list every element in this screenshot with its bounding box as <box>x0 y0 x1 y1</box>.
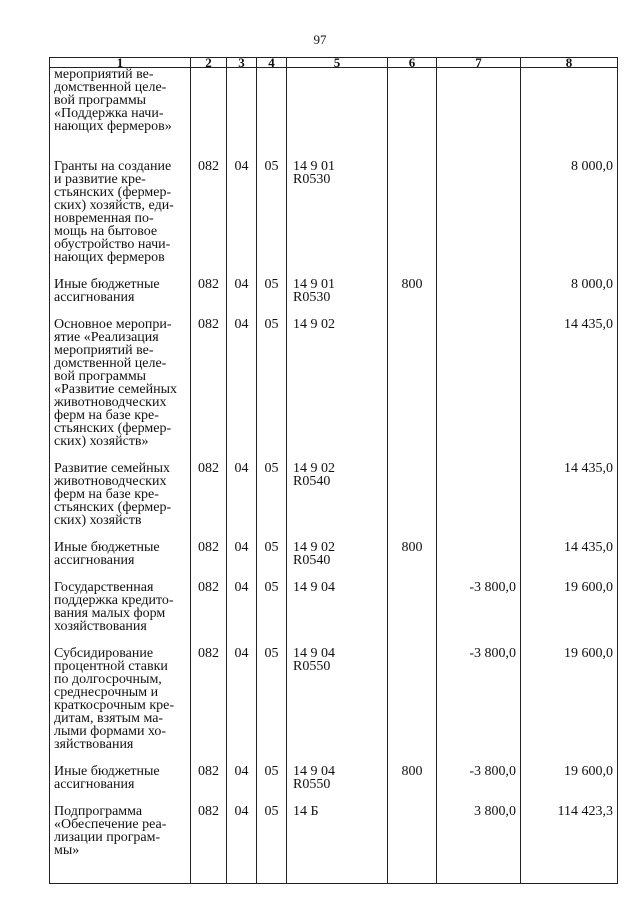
ministry-code: 082 <box>191 146 227 264</box>
expense-type-code: 800 <box>388 527 437 567</box>
target-article-code-line: 14 9 02 <box>293 540 335 555</box>
section-code: 04 <box>227 527 257 567</box>
target-article-code <box>287 146 388 264</box>
table-row <box>50 567 618 633</box>
row-name-line: краткосрочным кре- <box>54 698 175 713</box>
row-name <box>50 264 191 304</box>
row-name-line: «Развитие семейных <box>54 382 178 397</box>
page-number: 97 <box>313 32 327 47</box>
target-article-code-line: R0550 <box>293 777 331 792</box>
expense-type-code <box>388 567 437 633</box>
target-article-code-line: R0530 <box>293 290 331 305</box>
subsection-code: 05 <box>257 791 287 884</box>
row-name-line: стьянских (фермер- <box>54 500 172 515</box>
target-article-code-line: 14 9 04 <box>293 764 335 779</box>
ministry-code: 082 <box>191 264 227 304</box>
row-name-line: и развитие кре- <box>54 172 146 187</box>
ministry-code: 082 <box>191 791 227 884</box>
row-name <box>50 304 191 448</box>
change-amount <box>437 448 521 527</box>
subsection-code: 05 <box>257 751 287 791</box>
expense-type-code: 800 <box>388 751 437 791</box>
table-row <box>50 527 618 567</box>
row-name <box>50 146 191 264</box>
subsection-code: 05 <box>257 527 287 567</box>
expense-type-code: 800 <box>388 264 437 304</box>
total-amount <box>521 68 618 147</box>
ministry-code: 082 <box>191 527 227 567</box>
change-amount <box>437 68 521 147</box>
row-name-line: вой программы <box>54 369 147 384</box>
section-code: 04 <box>227 633 257 751</box>
section-code: 04 <box>227 791 257 884</box>
target-article-code-line: 14 9 02 <box>293 317 335 332</box>
target-article-code <box>287 527 388 567</box>
target-article-code <box>287 791 388 884</box>
section-code: 04 <box>227 264 257 304</box>
ministry-code: 082 <box>191 751 227 791</box>
change-amount: -3 800,0 <box>437 567 521 633</box>
section-code: 04 <box>227 146 257 264</box>
target-article-code <box>287 567 388 633</box>
row-name-line: Государственная <box>54 580 154 595</box>
row-name-line: Развитие семейных <box>54 461 171 476</box>
subsection-code: 05 <box>257 146 287 264</box>
expense-type-code <box>388 448 437 527</box>
row-name <box>50 791 191 884</box>
subsection-code: 05 <box>257 264 287 304</box>
row-name-line: ских) хозяйств» <box>54 434 149 449</box>
target-article-code-line: R0530 <box>293 172 331 187</box>
target-article-code <box>287 751 388 791</box>
row-name-line: животноводческих <box>54 474 167 489</box>
row-name-line: поддержка кредито- <box>54 593 174 608</box>
change-amount <box>437 304 521 448</box>
column-header: 5 <box>287 58 388 68</box>
change-amount: -3 800,0 <box>437 633 521 751</box>
row-name-line: Подпрограмма <box>54 804 143 819</box>
total-amount: 8 000,0 <box>521 264 618 304</box>
row-name-line: мероприятий ве- <box>54 67 154 82</box>
table-body <box>50 68 618 884</box>
target-article-code <box>287 264 388 304</box>
row-name-line: ских) хозяйств, еди- <box>54 198 174 213</box>
row-name-line: домственной целе- <box>54 356 167 371</box>
subsection-code <box>257 68 287 147</box>
expense-type-code <box>388 146 437 264</box>
ministry-code: 082 <box>191 567 227 633</box>
row-name-line: «Обеспечение реа- <box>54 817 167 832</box>
column-header: 1 <box>50 58 191 68</box>
expense-type-code <box>388 68 437 147</box>
column-header: 7 <box>437 58 521 68</box>
target-article-code-line: R0540 <box>293 474 331 489</box>
total-amount: 14 435,0 <box>521 527 618 567</box>
table-row <box>50 264 618 304</box>
row-name-line: лизации програм- <box>54 830 161 845</box>
expense-type-code <box>388 304 437 448</box>
row-name-line: мощь на бытовое <box>54 224 158 239</box>
expense-type-code <box>388 791 437 884</box>
row-name <box>50 527 191 567</box>
section-code: 04 <box>227 751 257 791</box>
target-article-code-line: 14 9 04 <box>293 646 335 661</box>
total-amount: 19 600,0 <box>521 751 618 791</box>
change-amount: 3 800,0 <box>437 791 521 884</box>
total-amount: 19 600,0 <box>521 567 618 633</box>
target-article-code-line: 14 9 04 <box>293 580 335 595</box>
table-row <box>50 68 618 147</box>
header-row <box>50 58 618 68</box>
row-name-line: ских) хозяйств <box>54 513 142 528</box>
row-name-line: Субсидирование <box>54 646 154 661</box>
row-name-line: дитам, взятым ма- <box>54 711 164 726</box>
row-name-line: нающих фермеров <box>54 250 165 265</box>
target-article-code-line: 14 9 01 <box>293 277 335 292</box>
target-article-code <box>287 304 388 448</box>
subsection-code: 05 <box>257 304 287 448</box>
row-name-line: зяйствования <box>54 737 134 752</box>
row-name <box>50 567 191 633</box>
row-name-line: хозяйствования <box>54 619 147 634</box>
column-header: 3 <box>227 58 257 68</box>
total-amount: 19 600,0 <box>521 633 618 751</box>
table-row <box>50 146 618 264</box>
column-header: 6 <box>388 58 437 68</box>
ministry-code <box>191 68 227 147</box>
target-article-code-line: 14 Б <box>293 804 319 819</box>
section-code: 04 <box>227 304 257 448</box>
row-name-line: животноводческих <box>54 395 167 410</box>
row-name-line: ферм на базе кре- <box>54 408 159 423</box>
target-article-code-line: R0540 <box>293 553 331 568</box>
row-name <box>50 68 191 147</box>
row-name-line: лыми формами хо- <box>54 724 167 739</box>
section-code: 04 <box>227 448 257 527</box>
row-name-line: стьянских (фермер- <box>54 185 172 200</box>
subsection-code: 05 <box>257 448 287 527</box>
table-row <box>50 448 618 527</box>
section-code: 04 <box>227 567 257 633</box>
row-name-line: Иные бюджетные <box>54 764 160 779</box>
column-header: 8 <box>521 58 618 68</box>
budget-table <box>49 57 618 884</box>
target-article-code <box>287 633 388 751</box>
subsection-code: 05 <box>257 633 287 751</box>
row-name-line: вания малых форм <box>54 606 166 621</box>
total-amount: 114 423,3 <box>521 791 618 884</box>
row-name-line: мы» <box>54 843 80 858</box>
row-name-line: ятие «Реализация <box>54 330 159 345</box>
target-article-code-line: R0550 <box>293 659 331 674</box>
ministry-code: 082 <box>191 304 227 448</box>
column-header: 4 <box>257 58 287 68</box>
row-name-line: ферм на базе кре- <box>54 487 159 502</box>
ministry-code: 082 <box>191 633 227 751</box>
row-name-line: ассигнования <box>54 290 135 305</box>
table-row <box>50 791 618 884</box>
row-name-line: мероприятий ве- <box>54 343 154 358</box>
row-name <box>50 448 191 527</box>
row-name-line: вой программы <box>54 93 147 108</box>
row-name-line: стьянских (фермер- <box>54 421 172 436</box>
column-header: 2 <box>191 58 227 68</box>
row-name-line: Иные бюджетные <box>54 277 160 292</box>
total-amount: 14 435,0 <box>521 448 618 527</box>
row-name-line: Основное меропри- <box>54 317 172 332</box>
row-name-line: нающих фермеров» <box>54 119 172 134</box>
row-name <box>50 751 191 791</box>
table-row <box>50 633 618 751</box>
table-row <box>50 304 618 448</box>
row-name-line: Иные бюджетные <box>54 540 160 555</box>
expense-type-code <box>388 633 437 751</box>
change-amount <box>437 527 521 567</box>
row-name-line: домственной целе- <box>54 80 167 95</box>
row-name-line: процентной ставки <box>54 659 168 674</box>
row-name-line: Гранты на создание <box>54 159 172 174</box>
row-name-line: новременная по- <box>54 211 154 226</box>
row-name-line: среднесрочным и <box>54 685 159 700</box>
row-name-line: ассигнования <box>54 777 135 792</box>
total-amount: 14 435,0 <box>521 304 618 448</box>
total-amount: 8 000,0 <box>521 146 618 264</box>
section-code <box>227 68 257 147</box>
target-article-code-line: 14 9 01 <box>293 159 335 174</box>
table-row <box>50 751 618 791</box>
change-amount: -3 800,0 <box>437 751 521 791</box>
subsection-code: 05 <box>257 567 287 633</box>
row-name-line: ассигнования <box>54 553 135 568</box>
ministry-code: 082 <box>191 448 227 527</box>
target-article-code <box>287 68 388 147</box>
row-name <box>50 633 191 751</box>
change-amount <box>437 146 521 264</box>
row-name-line: «Поддержка начи- <box>54 106 164 121</box>
row-name-line: обустройство начи- <box>54 237 171 252</box>
row-name-line: по долгосрочным, <box>54 672 162 687</box>
target-article-code <box>287 448 388 527</box>
change-amount <box>437 264 521 304</box>
target-article-code-line: 14 9 02 <box>293 461 335 476</box>
